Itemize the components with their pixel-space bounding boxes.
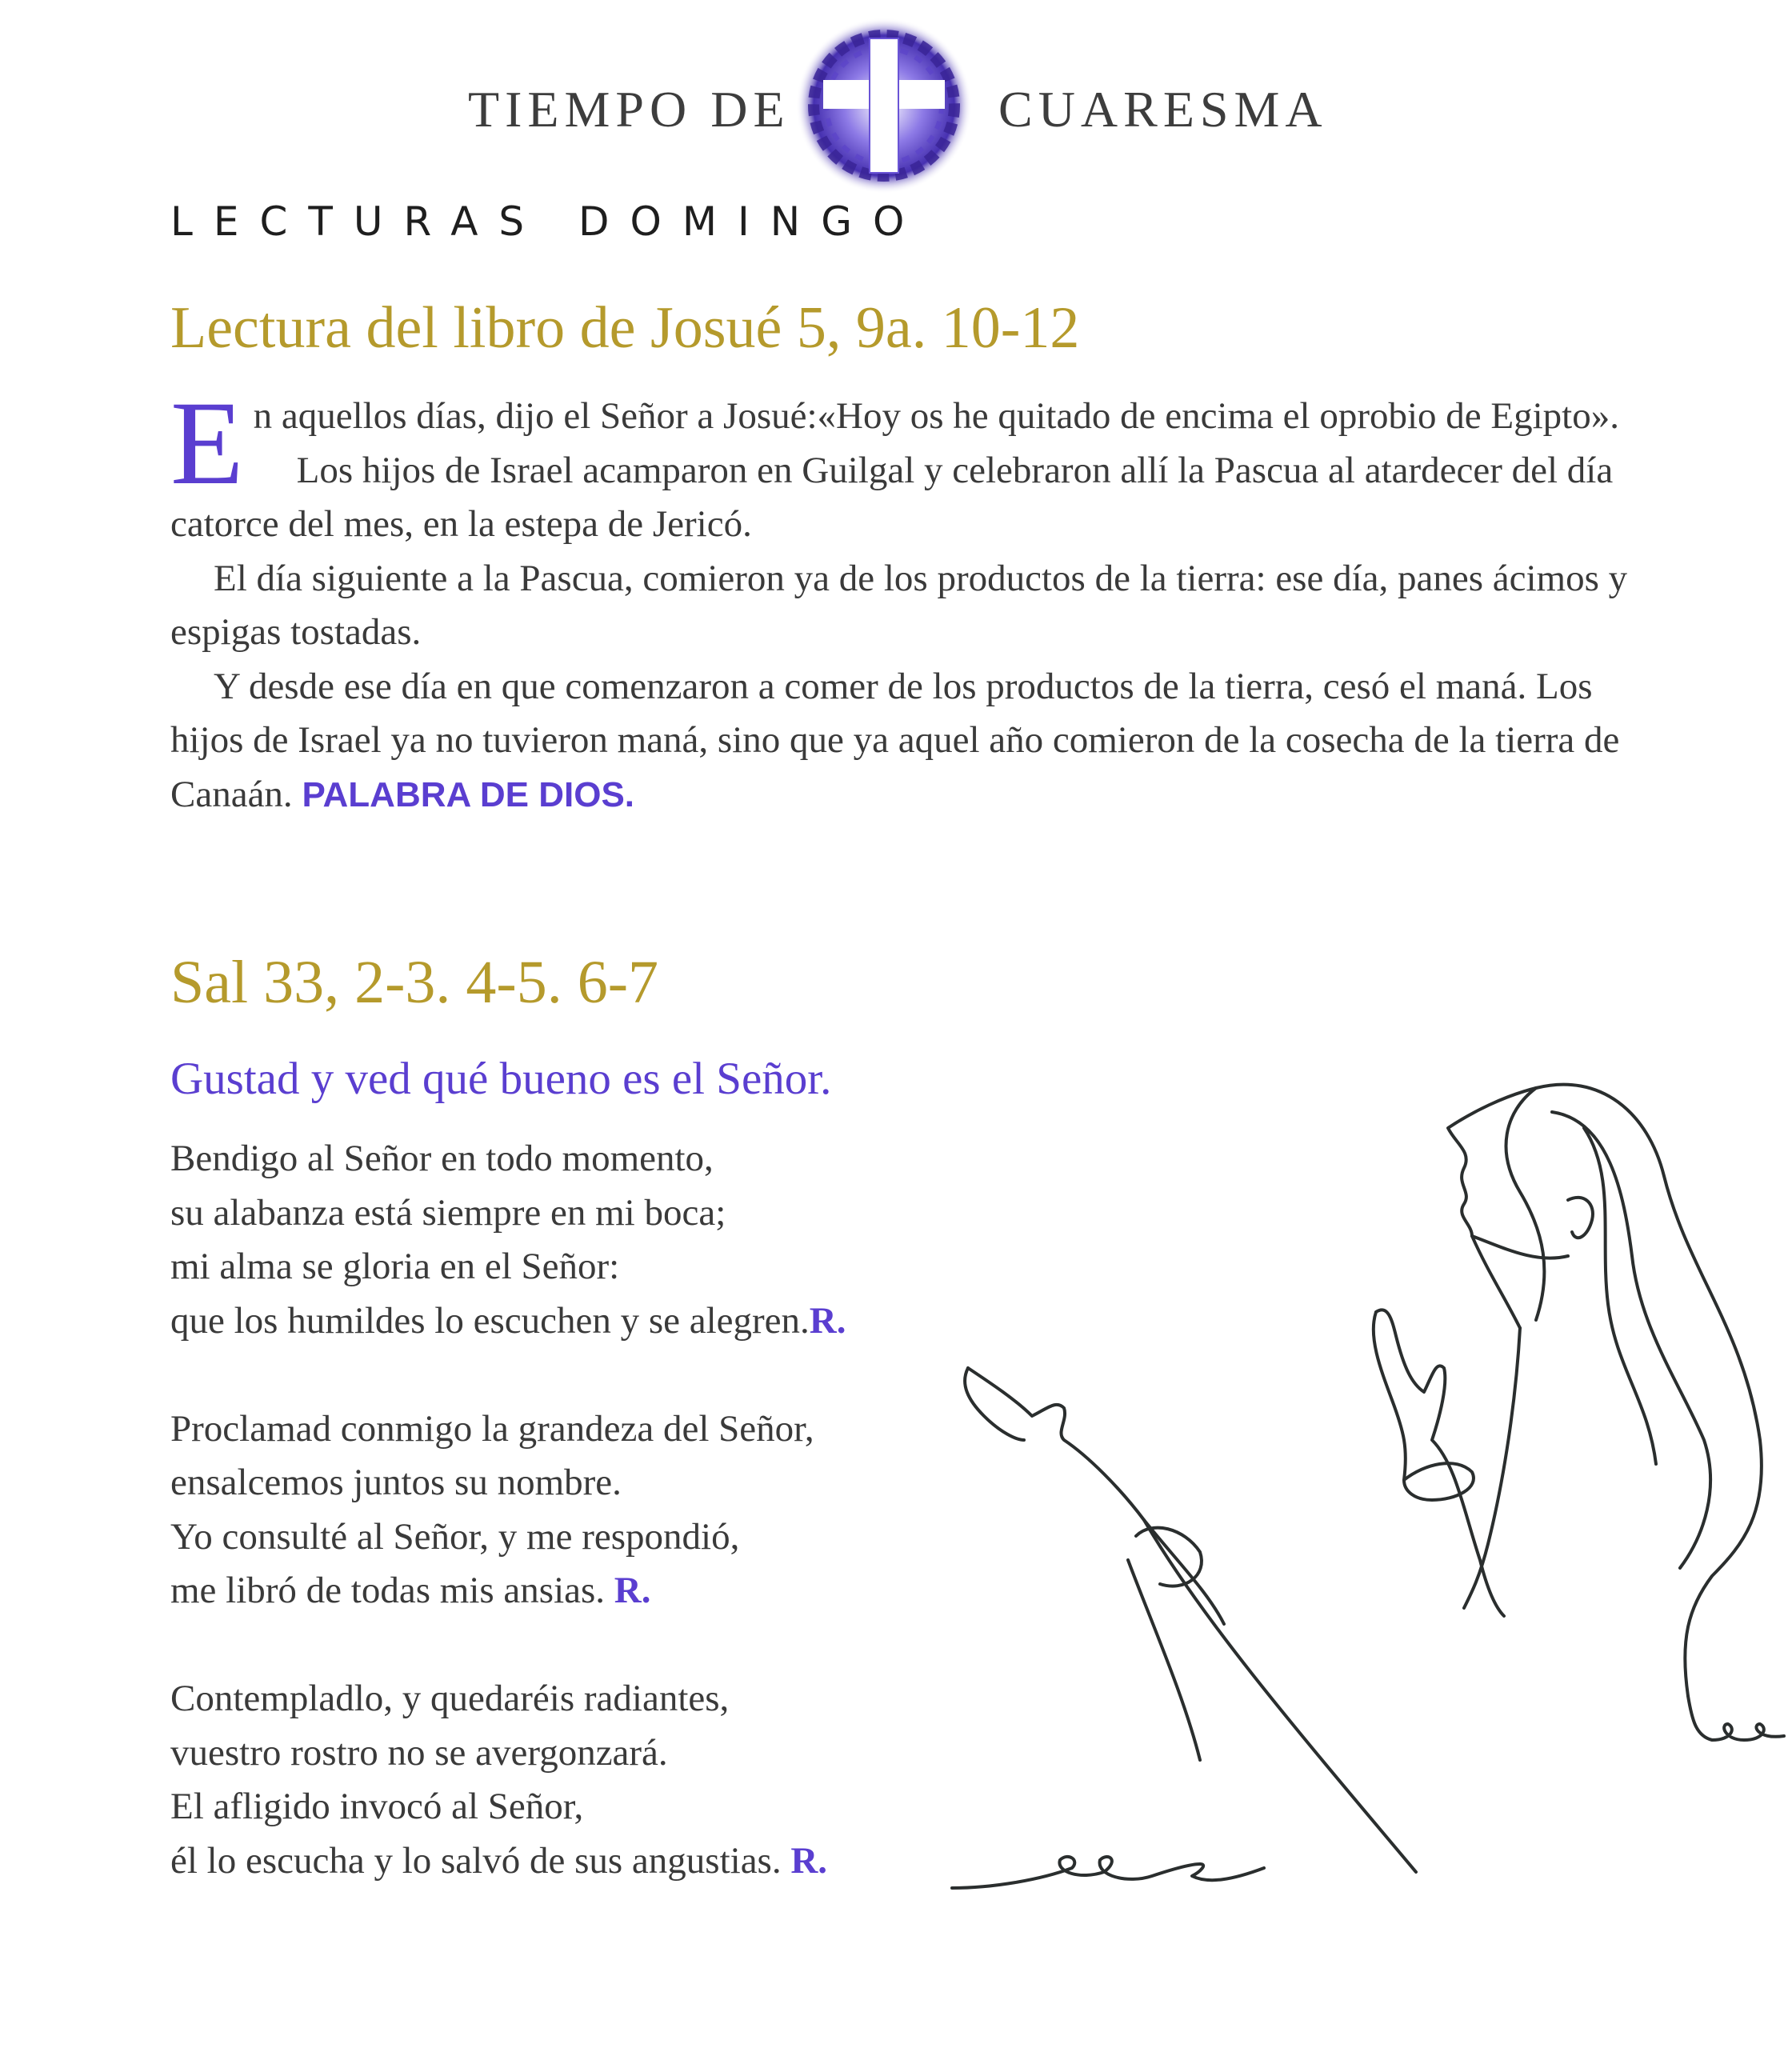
- section-label: LECTURAS DOMINGO: [170, 198, 926, 245]
- response-mark: R.: [614, 1570, 651, 1611]
- psalm-stanzas: [170, 1132, 970, 1942]
- reading-paragraph-1: En aquellos días, dijo el Señor a Josué:«Hoy os he quitado de encima el oprobio de Egipto».: [170, 377, 1619, 510]
- stanza-line: Yo consulté al Señor, y me respondió,: [170, 1515, 740, 1558]
- stanza: [170, 1132, 970, 1348]
- stanza: [170, 1672, 970, 1888]
- stanza-line: Contempladlo, y quedaréis radiantes,: [170, 1678, 730, 1719]
- response-mark: R.: [790, 1839, 828, 1882]
- stanza-line: él lo escucha y lo salvó de sus angustias. R.: [170, 1839, 828, 1882]
- stanza: [170, 1402, 970, 1618]
- stanza-line: mi alma se gloria en el Señor:: [170, 1246, 620, 1287]
- stanza-line: que los humildes lo escuchen y se alegren.R.: [170, 1299, 846, 1342]
- stanza-line: vuestro rostro no se avergonzará.: [170, 1731, 668, 1774]
- response-mark: R.: [809, 1299, 846, 1342]
- reading-paragraph-2: Los hijos de Israel acamparon en Guilgal y celebraron allí la Pascua al atardecer del día catorce del mes, en la estepa de Jericó.: [170, 449, 1614, 545]
- reading-paragraph-3: El día siguiente a la Pascua, comieron ya de los productos de la tierra: ese día, panes ácimos y espigas tostadas.: [170, 557, 1628, 653]
- stanza-line: Proclamad conmigo la grandeza del Señor,: [170, 1407, 814, 1450]
- closing-acclamation: PALABRA DE DIOS.: [302, 774, 635, 814]
- reading-title: Lectura del libro de Josué 5, 9a. 10-12: [170, 295, 1080, 361]
- stanza-line: El afligido invocó al Señor,: [170, 1786, 584, 1827]
- stanza-line: me libró de todas mis ansias. R.: [170, 1570, 651, 1611]
- psalm-refrain: Gustad y ved qué bueno es el Señor.: [170, 1054, 832, 1104]
- cross-wreath-icon: [788, 8, 980, 200]
- stanza-line: su alabanza está siempre en mi boca;: [170, 1191, 726, 1234]
- page-header: [0, 0, 1792, 184]
- reading-body: [170, 377, 1634, 822]
- header-title-left: TIEMPO DE: [468, 81, 790, 138]
- praying-woman-line-illustration: [944, 1064, 1792, 1896]
- header-title-right: CUARESMA: [998, 81, 1328, 138]
- stanza-line: Bendigo al Señor en todo momento,: [170, 1138, 714, 1179]
- psalm-title: Sal 33, 2-3. 4-5. 6-7: [170, 949, 659, 1016]
- stanza-line: ensalcemos juntos su nombre.: [170, 1462, 622, 1503]
- reading-paragraph-4: Y desde ese día en que comenzaron a comer de los productos de la tierra, cesó el maná. Los hijos de Israel ya no tuvieron maná, sino que ya aquel año comieron de la cosecha de la tierra de Canaán. PALABRA DE DIOS.: [170, 665, 1620, 815]
- dropcap: E: [170, 377, 244, 510]
